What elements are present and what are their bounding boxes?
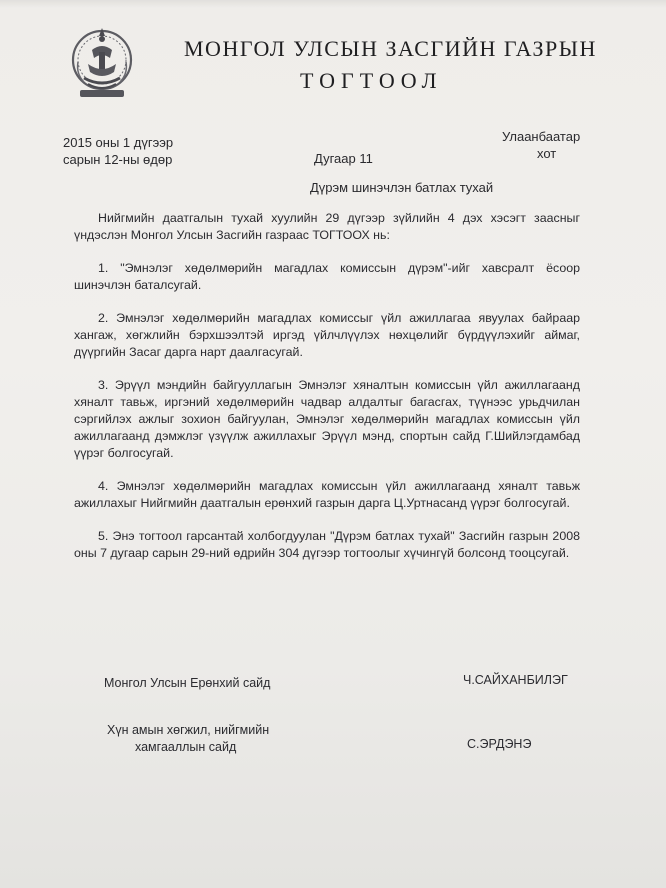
page-shadow [0, 0, 666, 8]
signatory-1-name: Ч.САЙХАНБИЛЭГ [463, 673, 568, 687]
date-line-1: 2015 оны 1 дүгээр [63, 135, 174, 150]
city-line-2: хот [537, 146, 557, 161]
signatory-2-title-line-2: хамгааллын сайд [135, 740, 237, 754]
signatory-2-name: С.ЭРДЭНЭ [467, 737, 532, 751]
resolution-body [74, 210, 580, 578]
resolution-item-5: 5. Энэ тогтоол гарсантай холбогдуулан "Дүрэм батлах тухай" Засгийн газрын 2008 оны 7 дугаар сарын 29-ний өдрийн 304 дүгээр тогтоолыг хүчингүй болсонд тооцсугай. [74, 529, 580, 560]
signatory-2-title-line-1: Хүн амын хөгжил, нийгмийн [107, 723, 270, 737]
resolution-item-1: 1. "Эмнэлэг хөдөлмөрийн магадлах комиссын дүрэм"-ийг хавсралт ёсоор шинэчлэн баталсугай. [74, 261, 580, 292]
resolution-number: Дугаар 11 [314, 151, 373, 166]
resolution-subject: Дүрэм шинэчлэн батлах тухай [310, 180, 494, 195]
date-line-2: сарын 12-ны өдөр [63, 152, 173, 167]
document-type: ТОГТООЛ [300, 68, 443, 93]
city-line-1: Улаанбаатар [502, 129, 581, 144]
signatory-1-title: Монгол Улсын Ерөнхий сайд [104, 676, 271, 690]
resolution-item-2: 2. Эмнэлэг хөдөлмөрийн магадлах комиссыг үйл ажиллагаа явуулах байраар хангаж, хөгжлийн бэрхшээлтэй иргэд үйлчлүүлэх нөхцөлийг бүрдүүлэхийг аймаг, дүүргийн Засаг дарга нарт даалгасугай. [74, 311, 580, 359]
resolution-item-4: 4. Эмнэлэг хөдөлмөрийн магадлах комиссын үйл ажиллагаанд хяналт тавьж ажиллахыг Нийгмийн даатгалын ерөнхий газрын дарга Ц.Уртнасанд үүрэг болгосугай. [74, 479, 580, 510]
document-title: МОНГОЛ УЛСЫН ЗАСГИЙН ГАЗРЫН [184, 36, 597, 61]
mongolia-state-emblem-icon [70, 22, 134, 102]
resolution-item-3: 3. Эрүүл мэндийн байгууллагын Эмнэлэг хяналтын комиссын үйл ажиллагаанд хяналт тавьж, иргэний хөдөлмөрийн чадвар алдалтыг багасгах, түүнээс урьдчилан сэргийлэх ажлыг зохион байгуулан, Эмнэлэг хөдөлмөрийн магадлах комиссын үйл ажиллагаанд дэмжлэг үзүүлж ажиллахыг Эрүүл мэнд, спортын сайд Г.Шийлэгдамбад үүрэг болгосугай. [74, 378, 580, 460]
intro-paragraph: Нийгмийн даатгалын тухай хуулийн 29 дүгээр зүйлийн 4 дэх хэсэгт заасныг үндэслэн Монгол Улсын Засгийн газраас ТОГТООХ нь: [74, 211, 580, 242]
